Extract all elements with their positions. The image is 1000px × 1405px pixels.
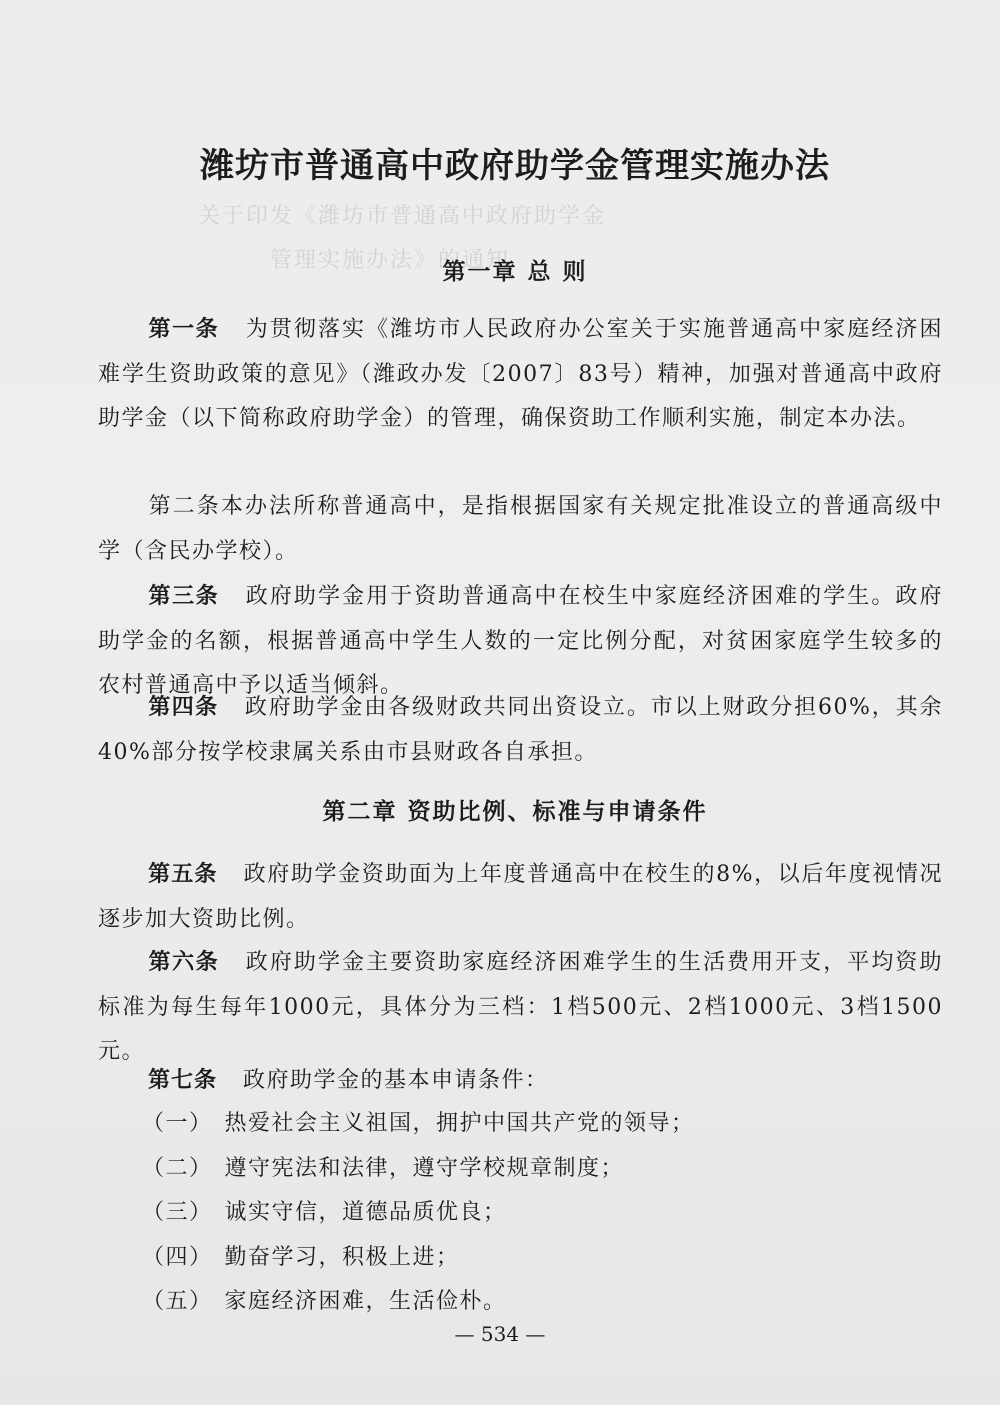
condition-number: （二） — [142, 1155, 213, 1181]
article-4 — [98, 685, 943, 775]
condition-item — [142, 1191, 942, 1236]
article-text: 政府助学金资助面为上年度普通高中在校生的8%，以后年度视情况逐步加大资助比例。 — [98, 862, 943, 932]
condition-item — [142, 1280, 942, 1325]
condition-text: 热爱社会主义祖国，拥护中国共产党的领导； — [224, 1111, 695, 1136]
show-through-line: 管理实施办法》的通知 — [150, 248, 511, 273]
article-text: 政府助学金由各级财政共同出资设立。市以上财政分担60%，其余40%部分按学校隶属关系由市县财政各自承担。 — [98, 695, 943, 765]
article-text: 政府助学金的基本申请条件： — [243, 1068, 549, 1093]
article-label: 第一条 — [148, 316, 220, 342]
article-label: 第四条 — [148, 694, 219, 720]
chapter-heading-2: 第二章 资助比例、标准与申请条件 — [322, 798, 708, 825]
article-label: 第六条 — [148, 949, 220, 975]
article-label: 第七条 — [148, 1067, 218, 1093]
page-number: — 534 — — [454, 1322, 546, 1346]
article-1 — [98, 307, 943, 442]
condition-item — [142, 1147, 942, 1192]
condition-text: 遵守宪法和法律，遵守学校规章制度； — [224, 1155, 625, 1181]
condition-item — [142, 1236, 942, 1281]
article-label: 第三条 — [148, 583, 220, 609]
conditions-list — [142, 1102, 942, 1325]
article-2 — [98, 485, 943, 574]
article-text: 为贯彻落实《潍坊市人民政府办公室关于实施普通高中家庭经济困难学生资助政策的意见》（潍政办发〔2007〕83号）精神，加强对普通高中政府助学金（以下简称政府助学金）的管理，确保资助工作顺利实施，制定本办法。 — [98, 317, 943, 431]
article-7 — [98, 1058, 943, 1104]
condition-item — [142, 1102, 942, 1147]
chapter-heading-1: 第一章 总 则 — [442, 258, 588, 285]
show-through-line: 关于印发《潍坊市普通高中政府助学金 — [150, 204, 607, 229]
condition-number: （五） — [142, 1289, 213, 1314]
article-text: 政府助学金主要资助家庭经济困难学生的生活费用开支，平均资助标准为每生每年1000元，具体分为三档：1档500元、2档1000元、3档1500元。 — [98, 950, 943, 1064]
condition-text: 家庭经济困难，生活俭朴。 — [224, 1289, 507, 1314]
condition-text: 诚实守信，道德品质优良； — [224, 1200, 507, 1225]
article-6 — [98, 940, 943, 1075]
condition-number: （三） — [142, 1200, 213, 1225]
article-text: 政府助学金用于资助普通高中在校生中家庭经济困难的学生。政府助学金的名额，根据普通高中学生人数的一定比例分配，对贫困家庭学生较多的农村普通高中予以适当倾斜。 — [98, 584, 943, 698]
article-text: 本办法所称普通高中，是指根据国家有关规定批准设立的普通高级中学（含民办学校）。 — [98, 494, 943, 564]
document-title: 潍坊市普通高中政府助学金管理实施办法 — [200, 146, 830, 186]
condition-number: （一） — [142, 1111, 213, 1136]
article-label: 第二条 — [148, 494, 221, 519]
condition-text: 勤奋学习，积极上进； — [224, 1244, 460, 1270]
article-label: 第五条 — [148, 861, 218, 887]
article-5 — [98, 852, 943, 942]
condition-number: （四） — [142, 1244, 213, 1270]
